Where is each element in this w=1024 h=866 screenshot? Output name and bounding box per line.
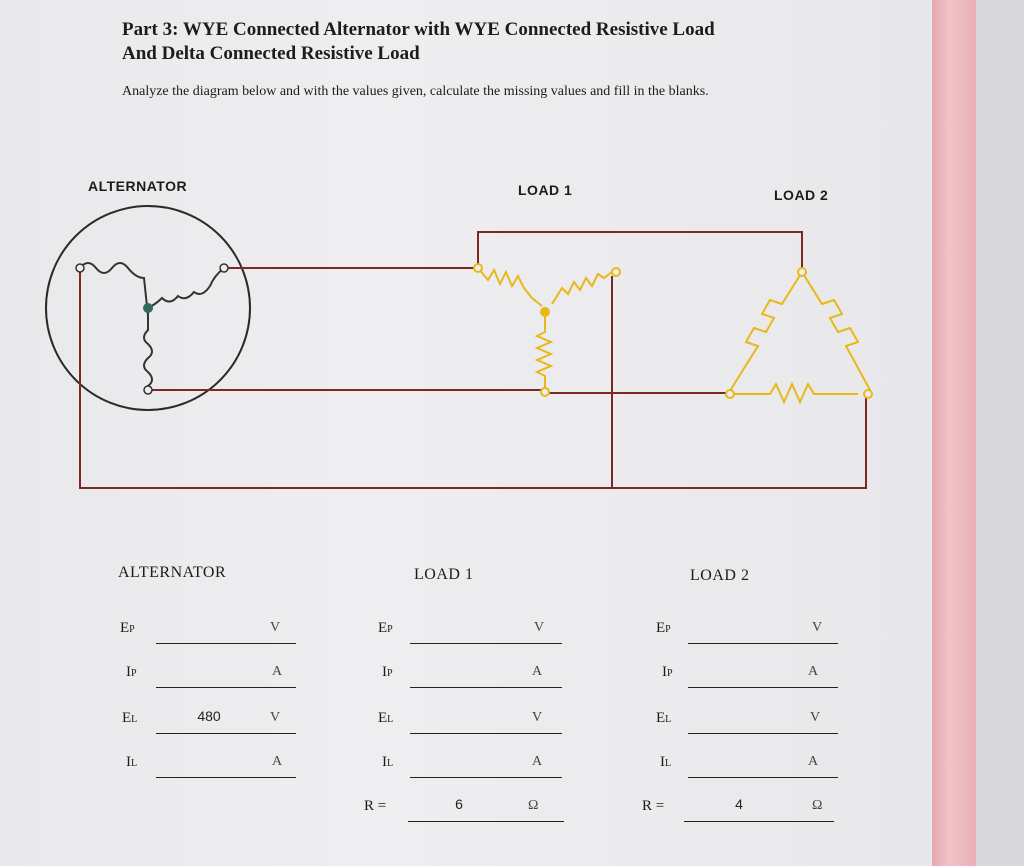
r-blank-line xyxy=(408,821,564,822)
wire-phase-c-to-load2 xyxy=(612,396,866,488)
ip-unit: A xyxy=(808,664,819,679)
ep-blank-line xyxy=(156,643,296,644)
load2-coil-right xyxy=(802,272,870,390)
alternator-neutral-dot xyxy=(143,303,153,313)
ep-blank-line xyxy=(410,643,562,644)
alternator-coil-c xyxy=(144,308,152,390)
ep-label: EP xyxy=(378,620,393,636)
ep-unit: V xyxy=(270,620,281,635)
ip-label: IP xyxy=(662,664,673,680)
ip-label: IP xyxy=(382,664,393,680)
el-label: EL xyxy=(378,710,394,726)
page-edge xyxy=(976,0,1024,866)
diagram-load1-label: LOAD 1 xyxy=(518,182,573,198)
load2-r-row xyxy=(642,798,840,822)
el-blank-line xyxy=(688,733,838,734)
el-unit: V xyxy=(270,710,281,725)
alternator-coil-a xyxy=(80,263,148,316)
alternator-coils xyxy=(80,263,224,390)
load1-coil-left xyxy=(478,268,542,306)
load2-coil-bottom xyxy=(730,384,858,402)
load1-coil-right xyxy=(552,272,612,304)
il-blank-line xyxy=(410,777,562,778)
wire-load1-to-load2-top xyxy=(478,232,802,272)
r-blank-line xyxy=(684,821,834,822)
load1-ip-row xyxy=(382,664,568,688)
il-label: IL xyxy=(126,754,138,770)
load1-il-row xyxy=(382,754,568,778)
title-line-1: Part 3: WYE Connected Alternator with WYE Connected Resistive Load xyxy=(122,19,715,40)
terminal-a-dot xyxy=(76,264,84,272)
alternator-coil-b xyxy=(148,268,224,308)
il-label: IL xyxy=(382,754,394,770)
wires xyxy=(46,206,866,488)
diagram-load2-label: LOAD 2 xyxy=(774,187,829,203)
r-label: R = xyxy=(642,798,665,814)
ip-label: IP xyxy=(126,664,137,680)
load1-r-value[interactable]: 6 xyxy=(455,796,463,812)
il-blank-line xyxy=(156,777,296,778)
load1-wye-coils xyxy=(478,268,612,390)
load1-coil-bottom xyxy=(537,312,551,390)
alternator-ip-row xyxy=(126,664,300,688)
ip-unit: A xyxy=(532,664,543,679)
load1-ep-row xyxy=(378,620,568,644)
load2-terminal-left xyxy=(726,390,734,398)
load1-terminal-a xyxy=(474,264,482,272)
alternator-il-row xyxy=(126,754,300,778)
alternator-el-value[interactable]: 480 xyxy=(197,708,221,724)
il-unit: A xyxy=(808,754,819,769)
el-label: EL xyxy=(656,710,672,726)
ep-label: EP xyxy=(120,620,135,636)
title-line-2: And Delta Connected Resistive Load xyxy=(122,43,420,64)
load2-terminal-top xyxy=(798,268,806,276)
el-blank-line xyxy=(156,733,296,734)
diagram-alternator-label: ALTERNATOR xyxy=(88,178,188,194)
ip-unit: A xyxy=(272,664,283,679)
alternator-el-row xyxy=(122,710,300,734)
r-label: R = xyxy=(364,798,387,814)
load2-coil-left xyxy=(728,272,802,394)
load2-ip-row xyxy=(662,664,844,688)
load1-terminal-c xyxy=(541,388,549,396)
el-unit: V xyxy=(810,710,821,725)
load1-terminal-b xyxy=(612,268,620,276)
el-label: EL xyxy=(122,710,138,726)
il-label: IL xyxy=(660,754,672,770)
ep-unit: V xyxy=(534,620,545,635)
ep-blank-line xyxy=(688,643,838,644)
ep-label: EP xyxy=(656,620,671,636)
ep-unit: V xyxy=(812,620,823,635)
load1-heading: LOAD 1 xyxy=(414,566,474,583)
il-unit: A xyxy=(272,754,283,769)
terminal-b-dot xyxy=(220,264,228,272)
ip-blank-line xyxy=(156,687,296,688)
el-blank-line xyxy=(410,733,562,734)
load2-r-value[interactable]: 4 xyxy=(735,796,743,812)
il-blank-line xyxy=(688,777,838,778)
terminal-c-dot xyxy=(144,386,152,394)
instructions-text: Analyze the diagram below and with the values given, calculate the missing values and fill in the blanks. xyxy=(122,84,709,99)
margin-stripe xyxy=(932,0,976,866)
r-unit: Ω xyxy=(812,798,823,813)
load1-r-row xyxy=(364,798,568,822)
load2-il-row xyxy=(660,754,844,778)
il-unit: A xyxy=(532,754,543,769)
el-unit: V xyxy=(532,710,543,725)
load1-neutral-dot xyxy=(540,307,550,317)
load2-heading: LOAD 2 xyxy=(690,567,750,584)
r-unit: Ω xyxy=(528,798,539,813)
load2-ep-row xyxy=(656,620,844,644)
load1-el-row xyxy=(378,710,568,734)
load2-terminal-right xyxy=(864,390,872,398)
load2-delta-coils xyxy=(728,272,870,402)
load2-el-row xyxy=(656,710,844,734)
ip-blank-line xyxy=(688,687,838,688)
alternator-ep-row xyxy=(120,620,300,644)
alternator-heading: ALTERNATOR xyxy=(118,564,227,581)
ip-blank-line xyxy=(410,687,562,688)
